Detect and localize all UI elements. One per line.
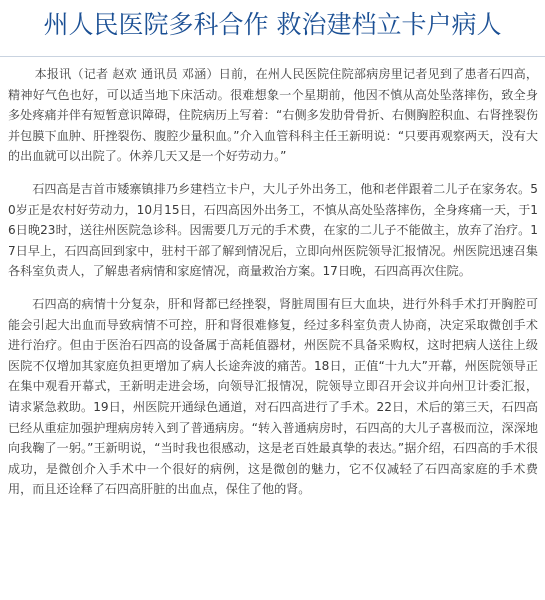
title-divider: [0, 56, 545, 57]
article-paragraph-2: 石四高是吉首市矮寨镇排乃乡建档立卡户，大儿子外出务工，他和老伴跟着二儿子在家务农。50岁正是农村好劳动力，10月15日，石四高因外出务工，不慎从高处坠落摔伤，全身疼痛一天，于16日晚23时，送往州医院急诊科。因需要几万元的手术费，在家的二儿子不能做主，放弃了治疗。17日早上，石四高回到家中，驻村干部了解到情况后，立即向州医院领导汇报情况。州医院迅速召集各科室负责人，了解患者病情和家庭情况，商量救治方案。17日晚，石四高再次住院。: [8, 181, 538, 279]
article-paragraph-1: 本报讯（记者 赵欢 通讯员 邓涵）日前，在州人民医院住院部病房里记者见到了患者石四高，精神好气色也好，可以适当地下床活动。很难想象一个星期前，他因不慎从高处坠落摔伤，致全身多处疼痛并伴有短暂意识障碍，住院病历上写着：“右侧多发肋骨骨折、右侧胸腔积血、右肾挫裂伤并包膜下血肿、肝挫裂伤、腹腔少量积血。”介入血管科科主任王新明说：“只要再观察两天，没有大的出血就可以出院了。休养几天又是一个好劳动力。”: [8, 67, 538, 164]
article-title: 州人民医院多科合作 救治建档立卡户病人: [43, 10, 502, 39]
article-body: [8, 64, 538, 512]
article-paragraph-3: 石四高的病情十分复杂，肝和肾都已经挫裂，肾脏周围有巨大血块，进行外科手术打开胸腔可能会引起大出血而导致病情不可控，肝和肾很难修复，经过多科室负责人协商，决定采取微创手术进行治疗。但由于医治石四高的设备属于高耗值器材，州医院不具备采购权，这时把病人送往上级医院不仅增加其家庭负担更增加了病人长途奔波的痛苦。18日，正值“十九大”开幕，州医院领导正在集中观看开幕式，王新明走进会场，向领导汇报情况，院领导立即召开会议并向州卫计委汇报，请求紧急救助。19日，州医院开通绿色通道，对石四高进行了手术。22日，术后的第三天，石四高已经从重症加强护理病房转入到了普通病房。“转入普通病房时，石四高的大儿子喜极而泣，深深地向我鞠了一躬。”王新明说，“当时我也很感动，这是老百姓最真挚的表达。”据介绍，石四高的手术很成功，是微创介入手术中一个很好的病例，这是微创的魅力，它不仅减轻了石四高家庭的手术费用，而且还诠释了石四高肝脏的出血点，保住了他的肾。: [8, 296, 538, 497]
